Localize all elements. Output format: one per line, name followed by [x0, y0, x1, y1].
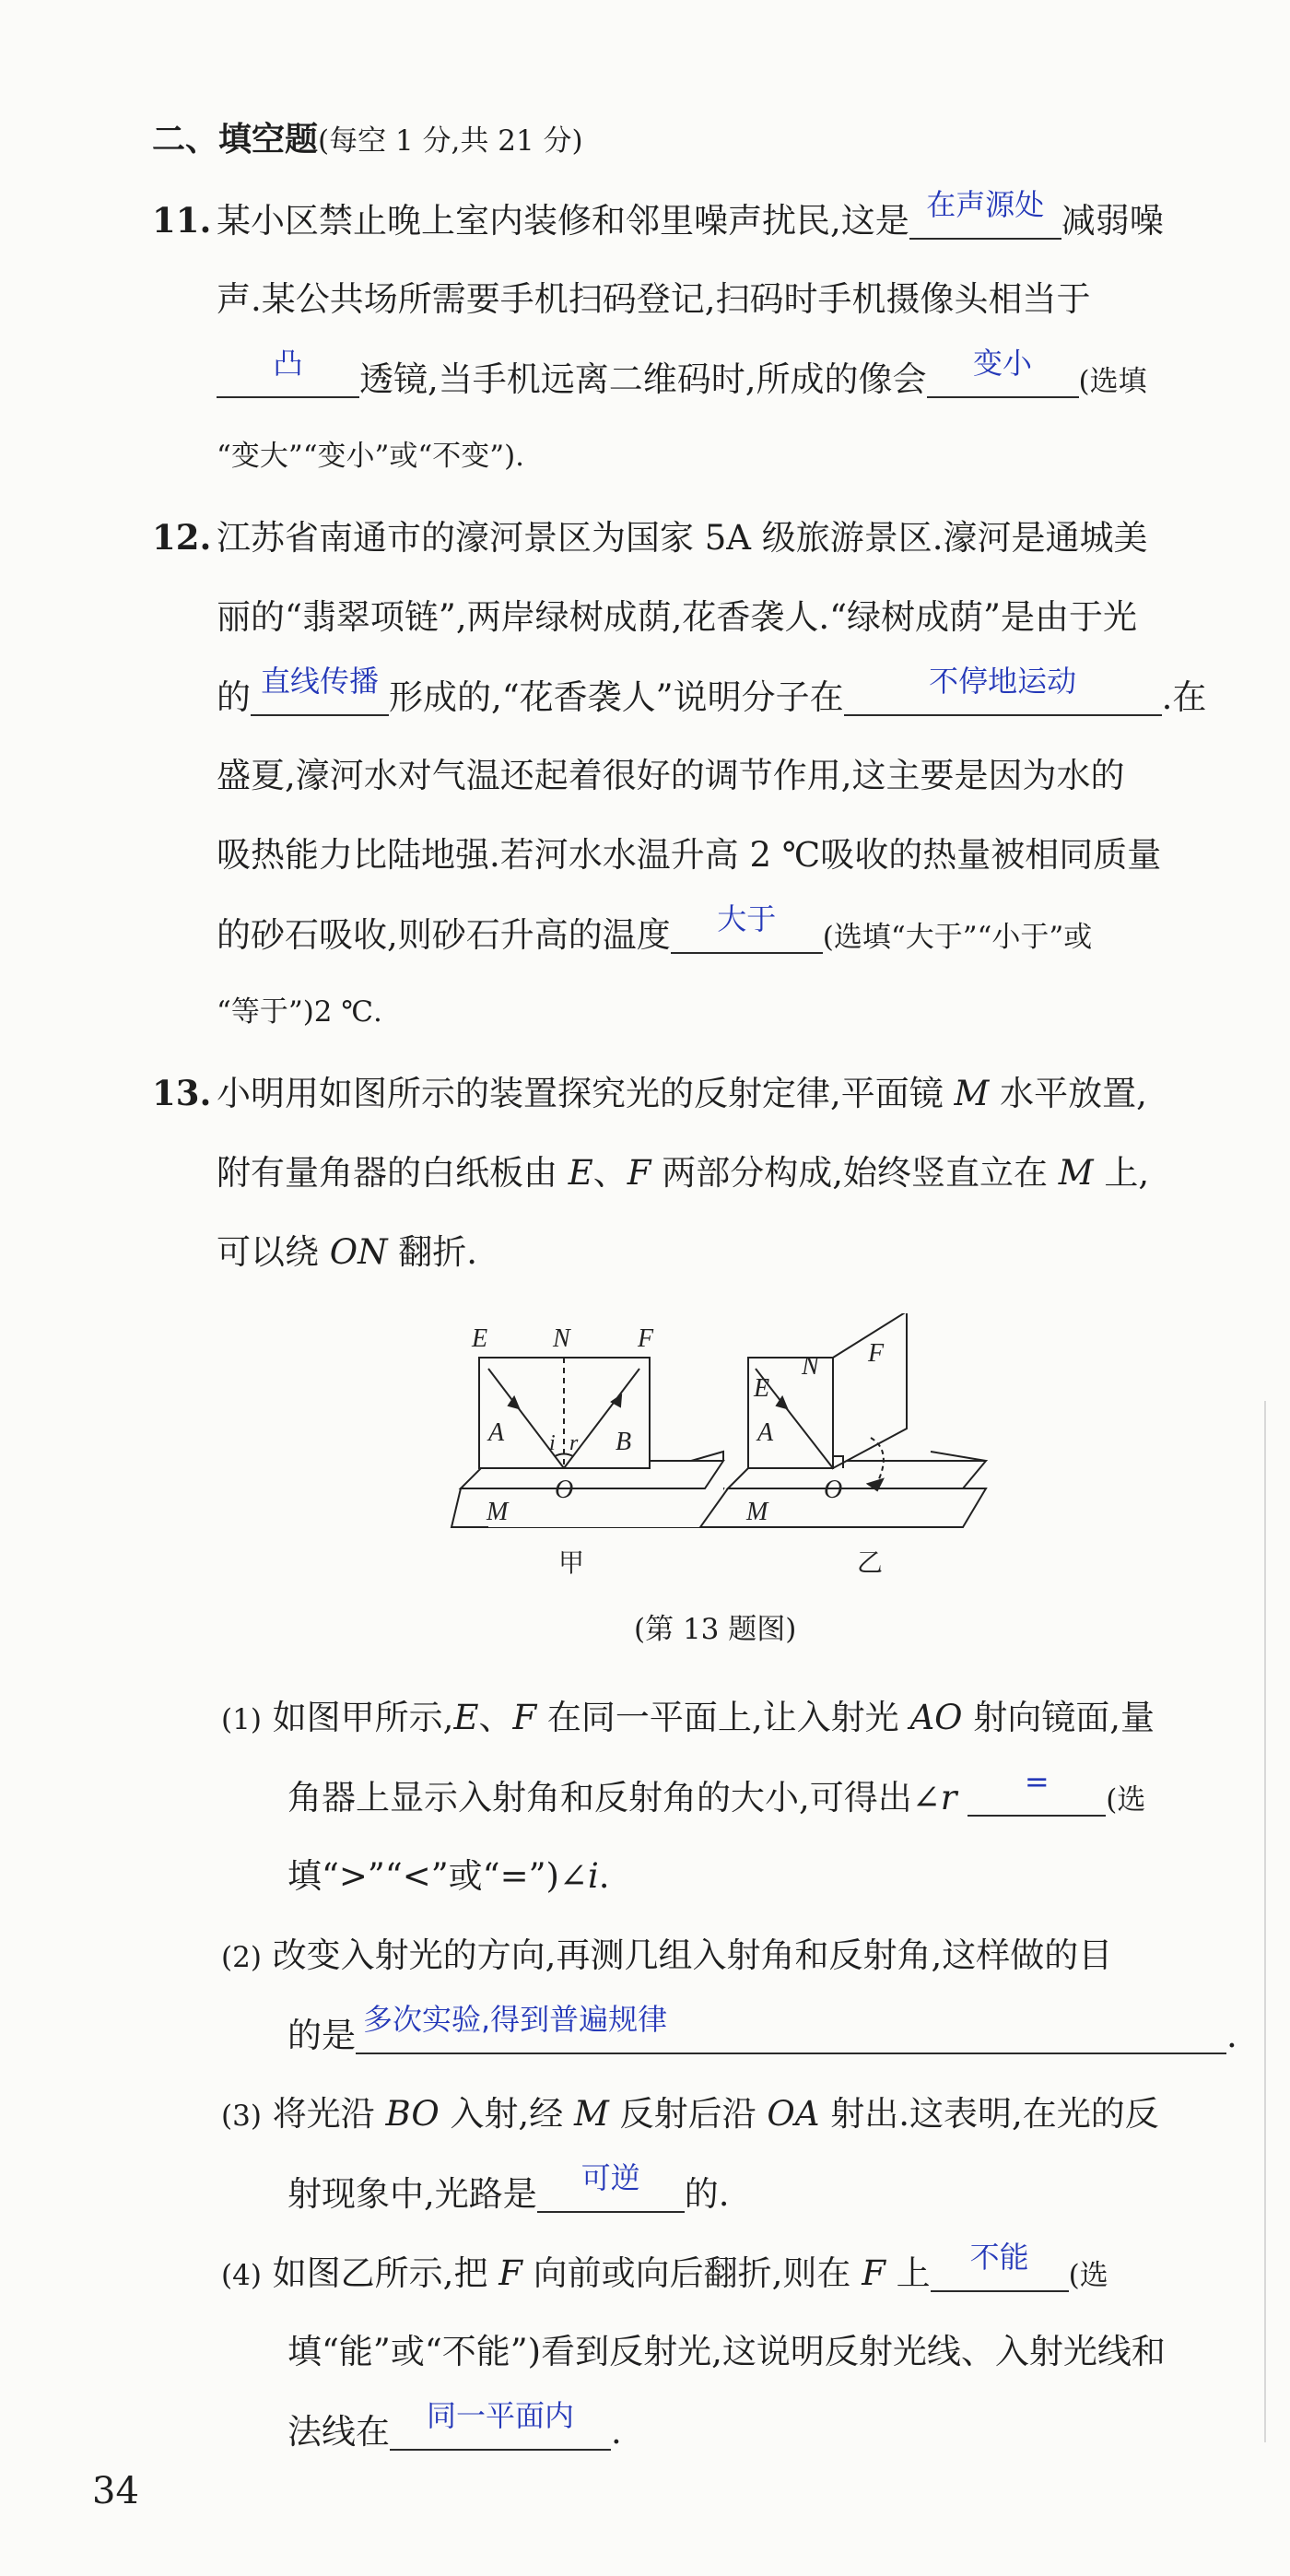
q13-p3-line-1	[221, 2094, 1159, 2134]
q13-text: 法线在	[287, 2412, 390, 2452]
q13-p4-answer-1: 不能	[969, 2240, 1029, 2275]
q13-p1-line-1	[221, 1700, 1155, 1735]
q13-text: 在同一平面上,让入射光	[536, 1698, 910, 1737]
mirror-m-yi	[700, 1488, 986, 1527]
q11-answer-3: 变小	[973, 346, 1033, 381]
q13-text: 附有量角器的白纸板由	[217, 1153, 569, 1193]
q11-text: 减弱噪	[1061, 201, 1164, 241]
label-f-jia: F	[638, 1324, 654, 1353]
q13-text: .	[598, 1856, 610, 1896]
label-e-jia: E	[472, 1324, 488, 1353]
q13-p4-mark: (4)	[221, 2259, 262, 2292]
label-m-yi: M	[746, 1498, 768, 1526]
board-f-yi	[833, 1313, 907, 1468]
q13-var: E	[453, 1698, 479, 1737]
q13-p4-blank-2[interactable]	[390, 2398, 611, 2451]
q13-number: 13.	[152, 1073, 212, 1113]
q13-p1-mark: (1)	[221, 1703, 262, 1736]
q13-p4-answer-2: 同一平面内	[426, 2398, 574, 2433]
q13-var: i	[587, 1856, 599, 1896]
q13-var: F	[627, 1153, 651, 1193]
q11-line-4: “变大”“变小”或“不变”).	[217, 440, 525, 473]
q13-var: M	[954, 1074, 990, 1113]
label-n-jia: N	[553, 1324, 570, 1353]
q13-var: F	[862, 2253, 885, 2293]
q13-var: F	[498, 2253, 522, 2293]
q13-p1-answer: =	[1024, 1764, 1050, 1799]
q13-var: AO	[909, 1698, 963, 1737]
label-jia: 甲	[558, 1547, 585, 1578]
figure-caption: (第 13 题图)	[634, 1613, 797, 1646]
label-m-jia: M	[487, 1498, 509, 1526]
q11-number: 11.	[152, 200, 212, 241]
q13-var: M	[1058, 1153, 1094, 1193]
q12-blank-3[interactable]	[671, 901, 823, 954]
q13-p2-answer: 多次实验,得到普遍规律	[363, 2002, 668, 2037]
label-a-jia: A	[488, 1418, 505, 1447]
q13-line-2	[217, 1153, 1150, 1193]
figure-yi	[700, 1313, 986, 1578]
label-n-yi: N	[802, 1352, 819, 1381]
q11-blank-2[interactable]	[217, 346, 359, 398]
q13-text: 小明用如图所示的装置探究光的反射定律,平面镜	[217, 1074, 955, 1113]
q12-line-5: 吸热能力比陆地强.若河水水温升高 2 ℃吸收的热量被相同质量	[217, 835, 1162, 875]
q13-text: 射现象中,光路是	[287, 2174, 537, 2214]
label-r: r	[569, 1431, 579, 1455]
section-title: 二、填空题	[152, 120, 319, 159]
q11-text: 透镜,当手机远离二维码时,所成的像会	[359, 359, 927, 399]
q13-p3-line-2	[287, 2160, 730, 2214]
section-heading	[152, 120, 583, 159]
q13-var: F	[512, 1698, 537, 1737]
q13-text: 如图乙所示,把	[272, 2253, 499, 2293]
q13-p2-line-2	[287, 2002, 1237, 2055]
label-a-yi: A	[757, 1418, 774, 1447]
q12-blank-2[interactable]	[844, 664, 1162, 716]
figure-jia	[452, 1324, 723, 1578]
q13-text: 入射,经	[439, 2094, 574, 2134]
q12-line-1	[152, 517, 1148, 558]
q13-line-1	[152, 1073, 1147, 1113]
q13-text: 射出.这表明,在光的反	[819, 2094, 1159, 2134]
q12-text: 江苏省南通市的濠河景区为国家 5A 级旅游景区.濠河是通城美	[217, 518, 1148, 558]
q13-text: 两部分构成,始终竖直立在	[651, 1153, 1059, 1193]
q13-p4-line-3	[287, 2398, 622, 2452]
label-o-jia: O	[555, 1476, 574, 1504]
q12-number: 12.	[152, 517, 212, 558]
q13-text: 角器上显示入射角和反射角的大小,可得出∠	[287, 1778, 941, 1817]
q12-line-3	[217, 664, 1207, 717]
q12-line-4: 盛夏,濠河水对气温还起着很好的调节作用,这主要是因为水的	[217, 756, 1125, 795]
section-note: (每空 1 分,共 21 分)	[318, 124, 583, 158]
q13-figure	[396, 1313, 1060, 1590]
page-edge-rule	[1264, 1401, 1266, 2442]
q13-p2-mark: (2)	[221, 1941, 262, 1974]
q13-text: 翻折.	[387, 1232, 478, 1272]
label-yi: 乙	[857, 1547, 884, 1578]
q13-p1-line-2	[287, 1764, 1146, 1817]
q11-line-1	[152, 187, 1164, 241]
q13-p3-answer: 可逆	[580, 2160, 640, 2195]
page-number: 34	[92, 2470, 139, 2512]
q13-text: .	[1226, 2016, 1237, 2055]
q12-text: 的	[217, 677, 251, 717]
q13-text: 上,	[1093, 1153, 1150, 1193]
q11-blank-1[interactable]	[909, 187, 1061, 240]
q13-text: 、	[592, 1153, 627, 1193]
label-f-yi: F	[868, 1339, 885, 1368]
q13-var: OA	[767, 2094, 820, 2134]
q12-answer-1: 直线传播	[260, 664, 379, 699]
q13-text: 如图甲所示,	[272, 1698, 454, 1737]
q13-var: M	[573, 2094, 609, 2134]
q13-text: 射向镜面,量	[962, 1698, 1155, 1737]
label-i: i	[549, 1431, 556, 1455]
q12-text: .在	[1161, 677, 1207, 717]
q12-line-6	[217, 901, 1093, 955]
q11-answer-1: 在声源处	[926, 187, 1045, 222]
q13-var: E	[568, 1153, 593, 1193]
q13-p2-line-1	[221, 1935, 1113, 1975]
q13-p3-blank[interactable]	[537, 2160, 685, 2213]
q13-text: .	[611, 2412, 622, 2452]
q11-line-3	[217, 346, 1147, 399]
q13-var: r	[940, 1778, 957, 1817]
q12-line-2: 丽的“翡翠项链”,两岸绿树成荫,花香袭人.“绿树成荫”是由于光	[217, 597, 1137, 637]
q13-text: 上	[885, 2253, 931, 2293]
q13-p2-blank[interactable]	[356, 2002, 1226, 2054]
label-o-yi: O	[824, 1476, 843, 1504]
q13-text: (选	[1068, 2259, 1108, 2292]
q13-text: 反射后沿	[608, 2094, 768, 2134]
q12-answer-3: 大于	[717, 901, 777, 936]
q13-p1-blank[interactable]	[968, 1764, 1106, 1817]
q13-text: (选	[1106, 1783, 1146, 1817]
q11-blank-3[interactable]	[927, 346, 1079, 398]
q13-text: 的.	[684, 2174, 730, 2214]
q13-text: 填“>”“<”或“=”)∠	[287, 1856, 588, 1896]
q11-line-2: 声.某公共场所需要手机扫码登记,扫码时手机摄像头相当于	[217, 279, 1091, 319]
q13-var: ON	[329, 1232, 388, 1272]
q12-text: (选填“大于”“小于”或	[822, 921, 1093, 954]
label-e-yi: E	[754, 1374, 770, 1403]
q13-text: 向前或向后翻折,则在	[522, 2253, 862, 2293]
q13-text: 水平放置,	[989, 1074, 1147, 1113]
q11-text: 某小区禁止晚上室内装修和邻里噪声扰民,这是	[217, 201, 909, 241]
q11-text: (选填	[1078, 365, 1147, 398]
q13-var: BO	[385, 2094, 440, 2134]
q12-blank-1[interactable]	[251, 664, 389, 716]
q13-p4-line-1	[221, 2240, 1108, 2293]
q12-line-7: “等于”)2 ℃.	[217, 995, 382, 1029]
q11-answer-2: 凸	[273, 346, 303, 381]
label-b: B	[616, 1428, 632, 1456]
q13-text: 、	[478, 1698, 513, 1737]
q12-text: 的砂石吸收,则砂石升高的温度	[217, 915, 671, 955]
q13-text: 改变入射光的方向,再测几组入射角和反射角,这样做的目	[272, 1935, 1113, 1975]
mirror-back-yi	[931, 1452, 986, 1461]
q13-p4-blank-1[interactable]	[931, 2240, 1069, 2292]
q13-text: 的是	[287, 2016, 356, 2055]
q13-p1-line-3	[287, 1856, 610, 1896]
q12-text: 形成的,“花香袭人”说明分子在	[389, 677, 844, 717]
q12-answer-2: 不停地运动	[929, 664, 1077, 699]
q13-text: 将光沿	[272, 2094, 386, 2134]
q13-text: 可以绕	[217, 1232, 330, 1272]
q13-p4-line-2: 填“能”或“不能”)看到反射光,这说明反射光线、入射光线和	[287, 2332, 1166, 2371]
q13-line-3	[217, 1232, 478, 1272]
q13-p3-mark: (3)	[221, 2100, 262, 2133]
